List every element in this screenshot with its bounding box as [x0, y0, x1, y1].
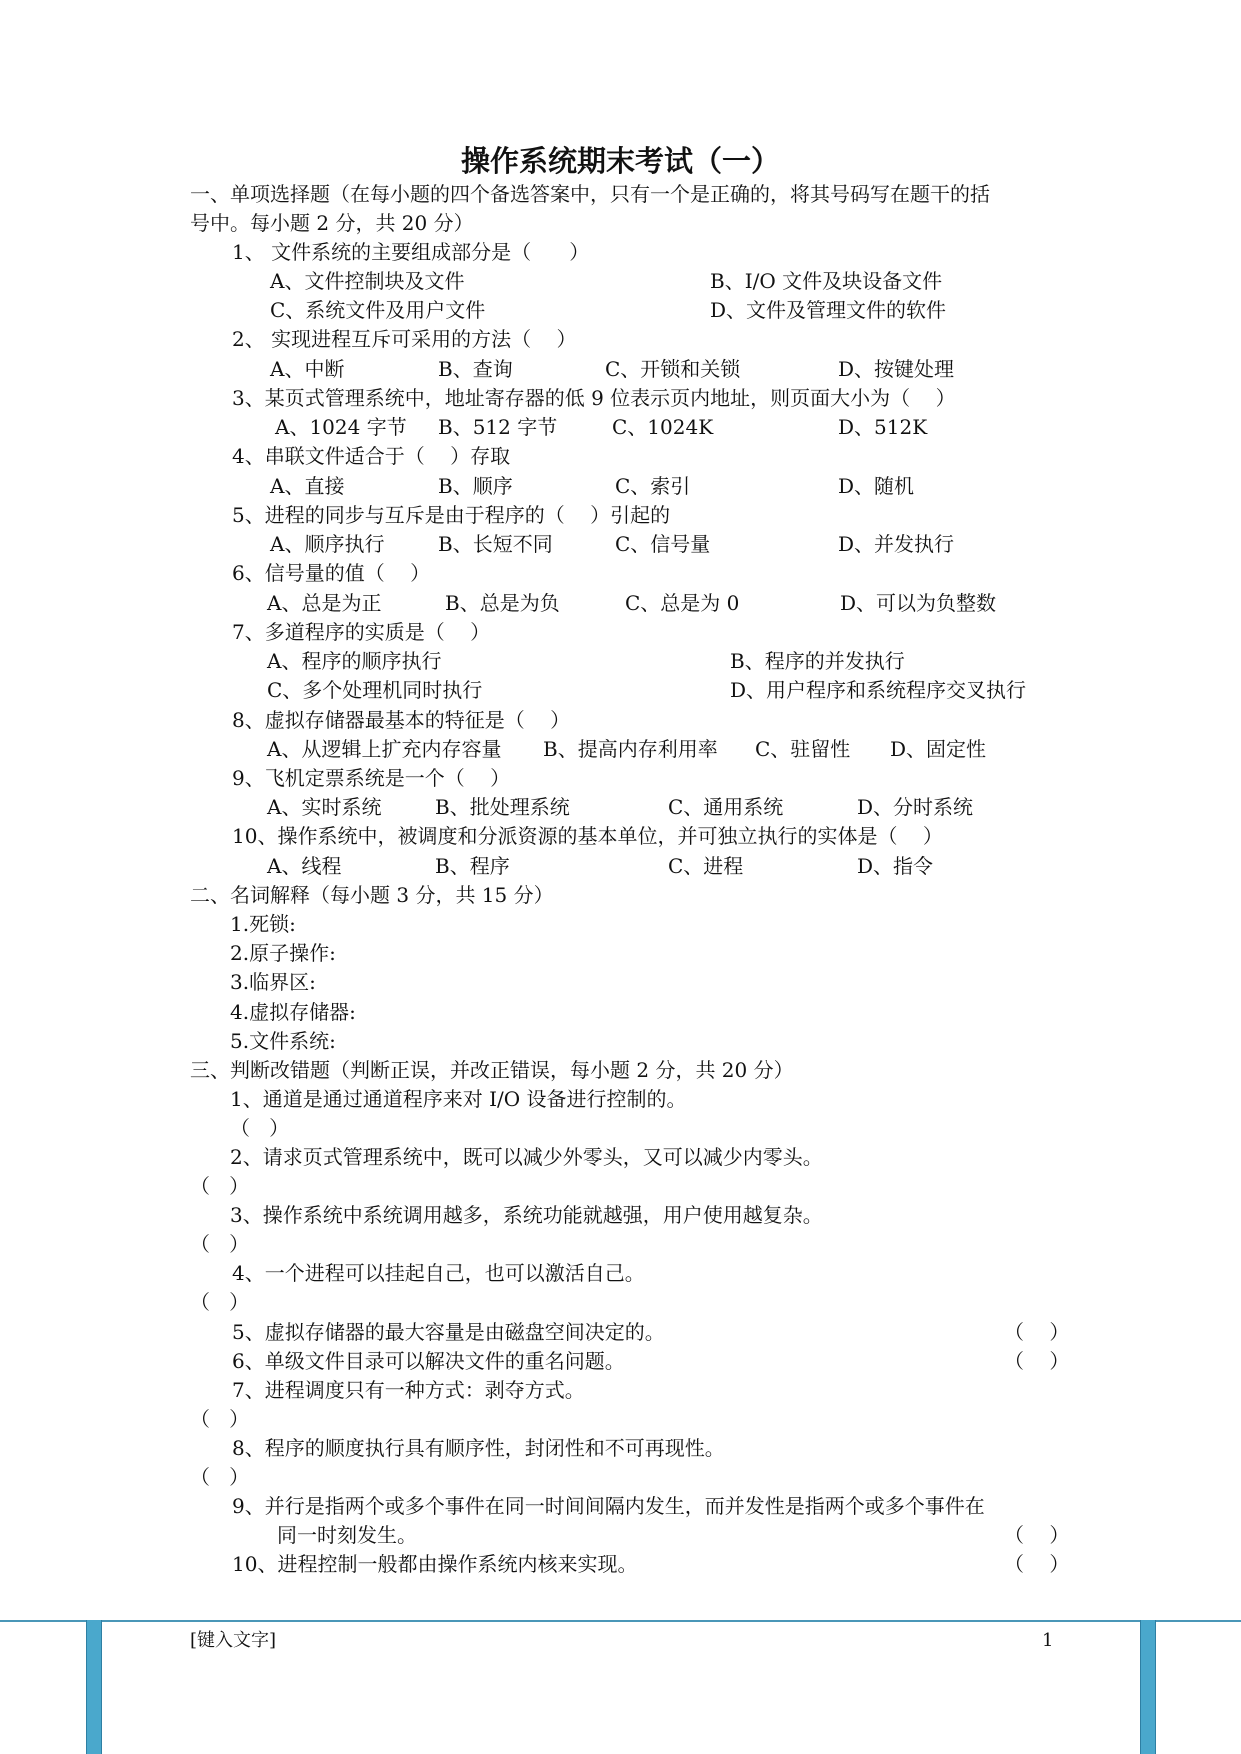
exam-title: 操作系统期末考试（一）: [460, 144, 780, 178]
q9-option-b: B、批处理系统: [435, 795, 570, 819]
q6-option-d: D、可以为负整数: [840, 591, 997, 615]
q9-option-c: C、通用系统: [668, 795, 784, 819]
section3-heading: 三、判断改错题（判断正误，并改正错误，每小题 2 分，共 20 分）: [190, 1058, 794, 1082]
tf-q8-blank: （ ）: [190, 1465, 250, 1489]
q2-option-a: A、中断: [270, 357, 345, 381]
q7-option-c: C、多个处理机同时执行: [267, 678, 483, 702]
q8-option-c: C、驻留性: [755, 737, 851, 761]
q2-stem: 2、 实现进程互斥可采用的方法（ ）: [232, 327, 577, 351]
q8-stem: 8、虚拟存储器最基本的特征是（ ）: [232, 708, 571, 732]
q7-option-d: D、用户程序和系统程序交叉执行: [730, 678, 1027, 702]
q4-option-d: D、随机: [838, 474, 915, 498]
q3-option-c: C、1024K: [612, 415, 714, 439]
tf-q6: 6、单级文件目录可以解决文件的重名问题。: [232, 1349, 625, 1373]
q5-option-b: B、长短不同: [438, 532, 553, 556]
page-number: 1: [1042, 1630, 1054, 1651]
term-item: 4.虚拟存储器:: [230, 1000, 356, 1024]
q2-option-b: B、查询: [438, 357, 513, 381]
section1-heading-line2: 号中。每小题 2 分，共 20 分）: [190, 211, 474, 235]
q6-option-b: B、总是为负: [445, 591, 560, 615]
q8-option-a: A、从逻辑上扩充内存容量: [267, 737, 502, 761]
q3-stem: 3、某页式管理系统中，地址寄存器的低 9 位表示页内地址，则页面大小为（ ）: [232, 386, 956, 410]
tf-q1-blank: （ ）: [230, 1116, 290, 1140]
q7-option-a: A、程序的顺序执行: [267, 649, 442, 673]
q5-option-a: A、顺序执行: [270, 532, 385, 556]
q4-option-b: B、顺序: [438, 474, 513, 498]
tf-q2-blank: （ ）: [190, 1174, 250, 1198]
q3-option-b: B、512 字节: [438, 415, 558, 439]
q10-option-b: B、程序: [435, 854, 510, 878]
footer-left-accent-bar: [86, 1620, 102, 1754]
q4-stem: 4、串联文件适合于（ ）存取: [232, 444, 511, 468]
footer-right-accent-bar: [1140, 1620, 1156, 1754]
q6-option-c: C、总是为 0: [625, 591, 740, 615]
tf-q2: 2、请求页式管理系统中，既可以减少外零头，又可以减少内零头。: [230, 1145, 823, 1169]
q1-option-a: A、文件控制块及文件: [270, 269, 465, 293]
footer-divider: [0, 1620, 1241, 1622]
term-item: 2.原子操作:: [230, 941, 336, 965]
tf-q5: 5、虚拟存储器的最大容量是由磁盘空间决定的。: [232, 1320, 665, 1344]
tf-q7-blank: （ ）: [190, 1407, 250, 1431]
q3-option-d: D、512K: [838, 415, 928, 439]
tf-q10-blank: （ ）: [1004, 1552, 1070, 1576]
q1-option-d: D、文件及管理文件的软件: [710, 298, 947, 322]
q10-stem: 10、操作系统中，被调度和分派资源的基本单位，并可独立执行的实体是（ ）: [232, 824, 943, 848]
tf-q4: 4、一个进程可以挂起自己，也可以激活自己。: [232, 1261, 645, 1285]
footer-placeholder-text[interactable]: [键入文字]: [190, 1630, 277, 1651]
q10-option-c: C、进程: [668, 854, 744, 878]
q8-option-b: B、提高内存利用率: [543, 737, 718, 761]
term-item: 3.临界区:: [230, 970, 316, 994]
tf-q1: 1、通道是通过通道程序来对 I/O 设备进行控制的。: [230, 1087, 687, 1111]
q10-option-a: A、线程: [267, 854, 342, 878]
q2-option-c: C、开锁和关锁: [605, 357, 741, 381]
tf-q8: 8、程序的顺度执行具有顺序性，封闭性和不可再现性。: [232, 1436, 725, 1460]
q5-option-c: C、信号量: [615, 532, 711, 556]
q4-option-a: A、直接: [270, 474, 345, 498]
tf-q5-blank: （ ）: [1004, 1320, 1070, 1344]
q5-stem: 5、进程的同步与互斥是由于程序的（ ）引起的: [232, 503, 671, 527]
tf-q9-line2: 同一时刻发生。: [277, 1523, 417, 1547]
q7-option-b: B、程序的并发执行: [730, 649, 905, 673]
q6-option-a: A、总是为正: [267, 591, 382, 615]
section2-heading: 二、名词解释（每小题 3 分，共 15 分）: [190, 883, 554, 907]
section1-heading-line1: 一、单项选择题（在每小题的四个备选答案中，只有一个是正确的，将其号码写在题干的括: [190, 182, 990, 206]
q1-option-c: C、系统文件及用户文件: [270, 298, 486, 322]
q1-option-b: B、I/O 文件及块设备文件: [710, 269, 943, 293]
tf-q10: 10、进程控制一般都由操作系统内核来实现。: [232, 1552, 638, 1576]
q9-stem: 9、飞机定票系统是一个（ ）: [232, 766, 511, 790]
tf-q3-blank: （ ）: [190, 1232, 250, 1256]
q9-option-d: D、分时系统: [857, 795, 974, 819]
tf-q9-blank: （ ）: [1004, 1523, 1070, 1547]
term-item: 5.文件系统:: [230, 1029, 336, 1053]
q1-stem: 1、 文件系统的主要组成部分是（ ）: [232, 240, 590, 264]
q9-option-a: A、实时系统: [267, 795, 382, 819]
q5-option-d: D、并发执行: [838, 532, 955, 556]
q10-option-d: D、指令: [857, 854, 934, 878]
q8-option-d: D、固定性: [890, 737, 987, 761]
q7-stem: 7、多道程序的实质是（ ）: [232, 620, 491, 644]
tf-q3: 3、操作系统中系统调用越多，系统功能就越强，用户使用越复杂。: [230, 1203, 823, 1227]
tf-q6-blank: （ ）: [1004, 1349, 1070, 1373]
q2-option-d: D、按键处理: [838, 357, 955, 381]
term-item: 1.死锁:: [230, 912, 296, 936]
tf-q7: 7、进程调度只有一种方式：剥夺方式。: [232, 1378, 585, 1402]
tf-q4-blank: （ ）: [190, 1290, 250, 1314]
tf-q9-line1: 9、并行是指两个或多个事件在同一时间间隔内发生，而并发性是指两个或多个事件在: [232, 1494, 985, 1518]
q4-option-c: C、索引: [615, 474, 691, 498]
q3-option-a: A、1024 字节: [275, 415, 407, 439]
q6-stem: 6、信号量的值（ ）: [232, 561, 431, 585]
